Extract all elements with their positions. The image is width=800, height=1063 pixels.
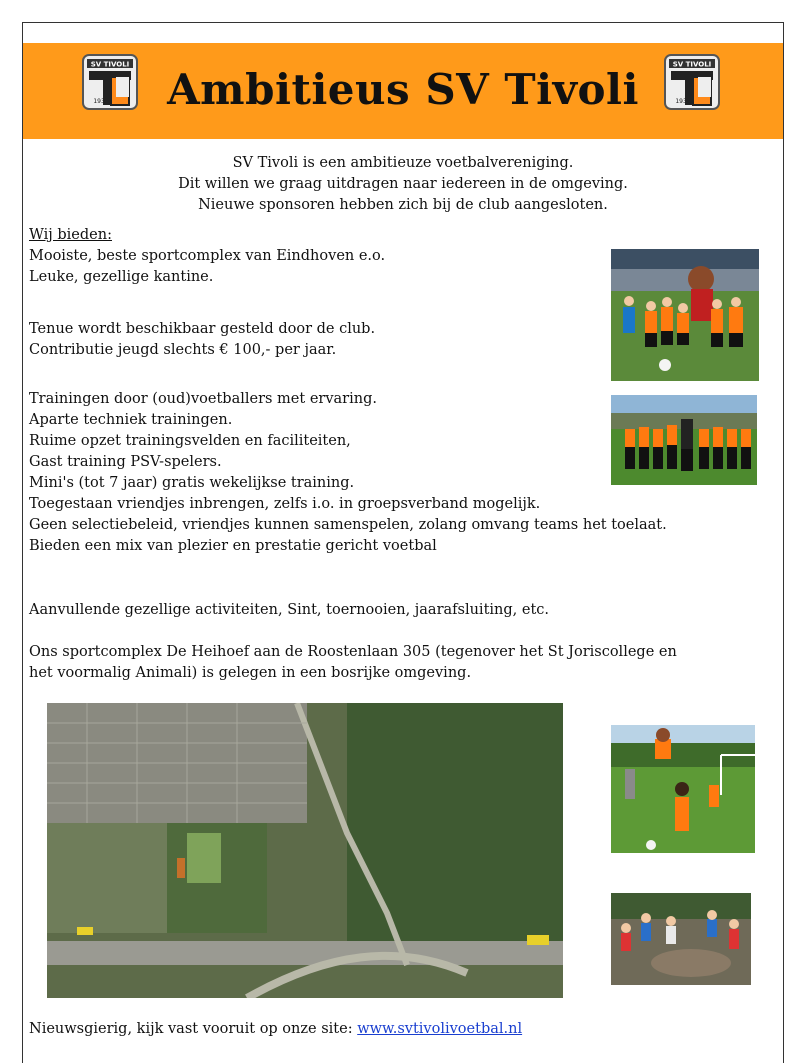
campfire-photo-image [611, 893, 751, 985]
paragraph-training [29, 389, 667, 557]
team-group-photo [611, 395, 757, 485]
offer-heading: Wij bieden: [29, 227, 112, 243]
club-logo-icon [663, 53, 721, 111]
campfire-photo [611, 893, 751, 985]
intro-line: Nieuwe sponsoren hebben zich bij de club aangesloten. [198, 197, 608, 213]
team-mascot-photo [611, 249, 759, 381]
svg-text:SV TIVOLI: SV TIVOLI [672, 60, 712, 69]
text-line: Aanvullende gezellige activiteiten, Sint, toernooien, jaarafsluiting, etc. [29, 602, 550, 618]
flyer-page [22, 22, 784, 1063]
website-link[interactable]: www.svtivolivoetbal.nl [357, 1021, 523, 1037]
paragraph-uniform [29, 319, 375, 361]
page-title: Ambitieus SV Tivoli [167, 65, 639, 114]
svg-text:1931: 1931 [93, 98, 109, 105]
footer [29, 1021, 522, 1037]
text-line: Contributie jeugd slechts € 100,- per jaar. [29, 342, 337, 358]
paragraph-activities [29, 600, 549, 621]
text-line: Ons sportcomplex De Heihoef aan de Roostenlaan 305 (tegenover het St Joriscollege en [29, 644, 677, 660]
text-line: het voormalig Animali) is gelegen in een bosrijke omgeving. [29, 665, 472, 681]
kids-field-photo-image [611, 725, 755, 853]
text-line: Mooiste, beste sportcomplex van Eindhoven e.o. [29, 248, 386, 264]
paragraph-location [29, 642, 677, 684]
text-line: Mini's (tot 7 jaar) gratis wekelijkse training. [29, 475, 355, 491]
team-mascot-photo-image [611, 249, 759, 381]
text-line: Trainingen door (oud)voetballers met ervaring. [29, 391, 377, 407]
aerial-map-image [47, 703, 563, 998]
text-line: Leuke, gezellige kantine. [29, 269, 214, 285]
footer-text: Nieuwsgierig, kijk vast vooruit op onze site: [29, 1021, 358, 1037]
intro-text [23, 153, 783, 216]
text-line: Bieden een mix van plezier en prestatie gericht voetbal [29, 538, 437, 554]
svg-text:SV TIVOLI: SV TIVOLI [90, 60, 130, 69]
intro-line: SV Tivoli is een ambitieuze voetbalvereniging. [232, 155, 574, 171]
svg-text:1931: 1931 [675, 98, 691, 105]
team-group-photo-image [611, 395, 757, 485]
text-line: Gast training PSV-spelers. [29, 454, 222, 470]
text-line: Tenue wordt beschikbaar gesteld door de club. [29, 321, 376, 337]
header-banner [23, 43, 783, 139]
text-line: Geen selectiebeleid, vriendjes kunnen samenspelen, zolang omvang teams het toelaat. [29, 517, 667, 533]
text-line: Ruime opzet trainingsvelden en faciliteiten, [29, 433, 351, 449]
kids-field-photo [611, 725, 755, 853]
intro-line: Dit willen we graag uitdragen naar iedereen in de omgeving. [178, 176, 628, 192]
text-line: Aparte techniek trainingen. [29, 412, 233, 428]
offer-section [29, 225, 385, 288]
text-line: Toegestaan vriendjes inbrengen, zelfs i.o. in groepsverband mogelijk. [29, 496, 541, 512]
aerial-map-photo [47, 703, 563, 998]
